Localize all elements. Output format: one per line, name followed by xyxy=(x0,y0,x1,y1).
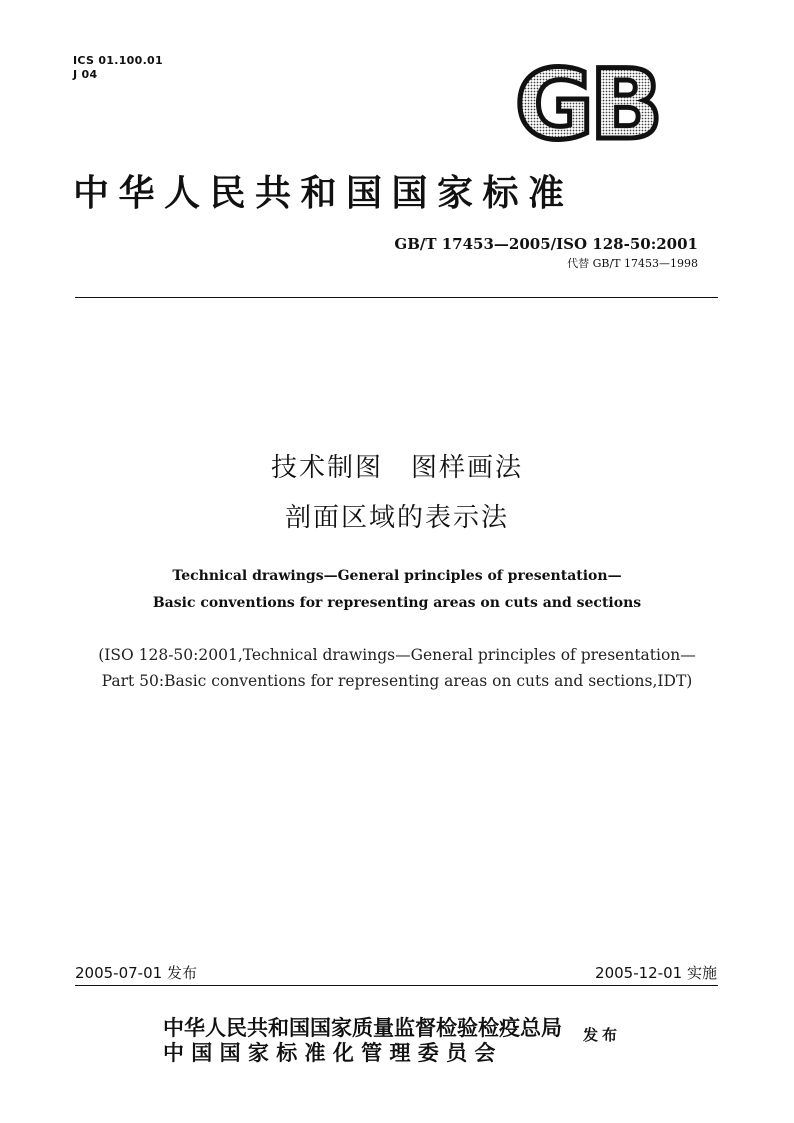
replaces-standard: 代替 GB/T 17453—1998 xyxy=(567,257,698,270)
publish-label: 发布 xyxy=(583,1026,622,1044)
header-divider xyxy=(75,297,718,298)
classification-codes xyxy=(73,54,163,82)
footer-divider xyxy=(75,985,718,986)
issuer-line2: 中 国 国 家 标 准 化 管 理 委 员 会 xyxy=(163,1040,496,1065)
issue-date: 2005-07-01 发布 xyxy=(75,964,197,982)
implementation-date: 2005-12-01 实施 xyxy=(595,964,717,982)
gb-logo-text: GB xyxy=(515,60,659,144)
standard-number: GB/T 17453—2005/ISO 128-50:2001 xyxy=(394,235,698,253)
title-en-line2: Basic conventions for representing areas on cuts and sections xyxy=(152,595,642,611)
title-en-line1: Technical drawings—General principles of presentation— xyxy=(172,568,622,584)
title-zh-line2: 剖面区域的表示法 xyxy=(284,503,509,533)
gb-logo xyxy=(515,60,675,144)
ccs-code: J 04 xyxy=(73,68,98,81)
iso-reference-line2: Part 50:Basic conventions for representing areas on cuts and sections,IDT) xyxy=(101,672,693,690)
issuer-line1: 中华人民共和国国家质量监督检验检疫总局 xyxy=(163,1015,562,1040)
country-standard-heading: 中华人民共和国国家标准 xyxy=(73,172,574,214)
title-zh-line1: 技术制图 图样画法 xyxy=(270,453,523,483)
iso-reference-line1: (ISO 128-50:2001,Technical drawings—General principles of presentation— xyxy=(98,646,696,664)
ics-code: ICS 01.100.01 xyxy=(73,54,163,67)
